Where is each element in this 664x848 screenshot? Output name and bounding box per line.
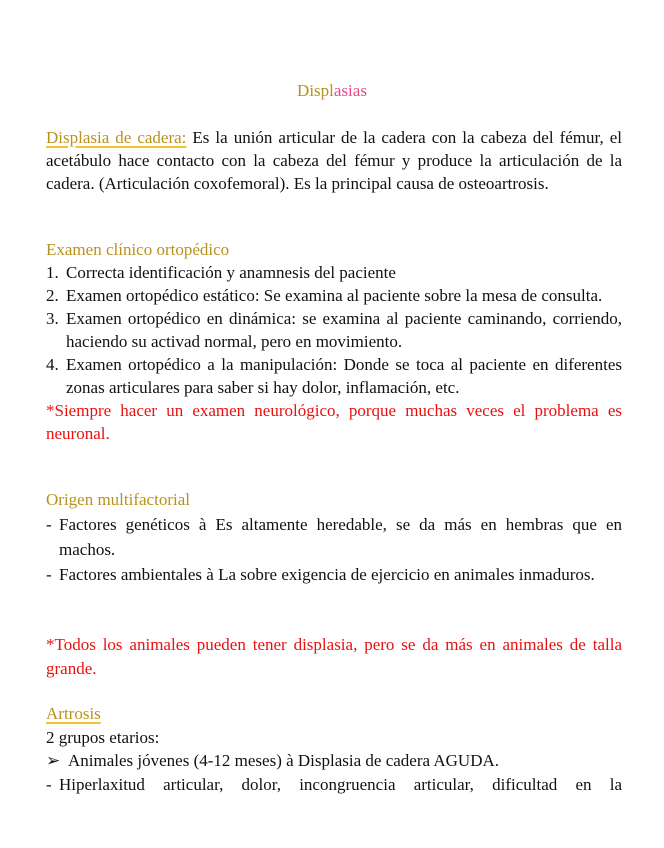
list-item xyxy=(46,353,622,399)
title-part-1: Displ xyxy=(297,81,334,100)
intro-term: Displasia de cadera: xyxy=(46,128,187,147)
exam-note: *Siempre hacer un examen neurológico, porque muchas veces el problema es neuronal. xyxy=(46,401,622,443)
item-bullet: - xyxy=(46,515,52,534)
exam-heading: Examen clínico ortopédico xyxy=(46,240,230,259)
item-number: 4. xyxy=(46,355,59,374)
item-number: 2. xyxy=(46,286,59,305)
item-text: Factores genéticos à Es altamente heredable, se da más en hembras que en machos. xyxy=(59,515,622,559)
item-text: Correcta identificación y anamnesis del paciente xyxy=(66,263,396,282)
list-item xyxy=(46,749,622,773)
item-bullet: - xyxy=(46,774,52,794)
item-text: Examen ortopédico estático: Se examina al paciente sobre la mesa de consulta. xyxy=(66,286,603,305)
item-text: Examen ortopédico en dinámica: se examina al paciente caminando, corriendo, haciendo su activad normal, pero en movimiento. xyxy=(66,309,622,351)
document-title xyxy=(0,79,664,102)
list-item xyxy=(46,307,622,353)
arrow-bullet-icon: ➢ xyxy=(46,751,61,770)
list-item xyxy=(46,261,622,284)
origin-heading: Origen multifactorial xyxy=(46,490,190,509)
list-item xyxy=(46,562,622,587)
intro-text: Es la unión articular de la cadera con la cabeza del fémur, el acetábulo hace contacto con la cabeza del fémur y produce la articulación de la cadera. (Articulación coxofemoral). Es la principal causa de osteoartrosis. xyxy=(46,128,623,193)
exam-section xyxy=(46,238,622,445)
list-item xyxy=(46,284,622,307)
item-bullet: - xyxy=(46,565,52,584)
item-text: Factores ambientales à La sobre exigencia de ejercicio en animales inmaduros. xyxy=(59,565,595,584)
title-part-2: asias xyxy=(333,81,367,100)
intro-paragraph xyxy=(46,126,622,195)
origin-section xyxy=(46,487,622,587)
item-number: 1. xyxy=(46,263,59,282)
item-text: Animales jóvenes (4-12 meses) à Displasia de cadera AGUDA. xyxy=(68,751,500,770)
item-text: Hiperlaxitud articular, dolor, incongruencia articular, dificultad en la xyxy=(59,774,622,794)
list-item xyxy=(46,773,622,797)
origin-note: *Todos los animales pueden tener displasia, pero se da más en animales de talla grande. xyxy=(46,635,622,678)
list-item xyxy=(46,512,622,562)
item-number: 3. xyxy=(46,309,59,328)
artrosis-section xyxy=(46,702,622,796)
item-text: Examen ortopédico a la manipulación: Donde se toca al paciente en diferentes zonas articulares para saber si hay dolor, inflamación, etc. xyxy=(66,355,622,397)
artrosis-heading: Artrosis xyxy=(46,704,101,723)
artrosis-intro: 2 grupos etarios: xyxy=(46,727,160,747)
